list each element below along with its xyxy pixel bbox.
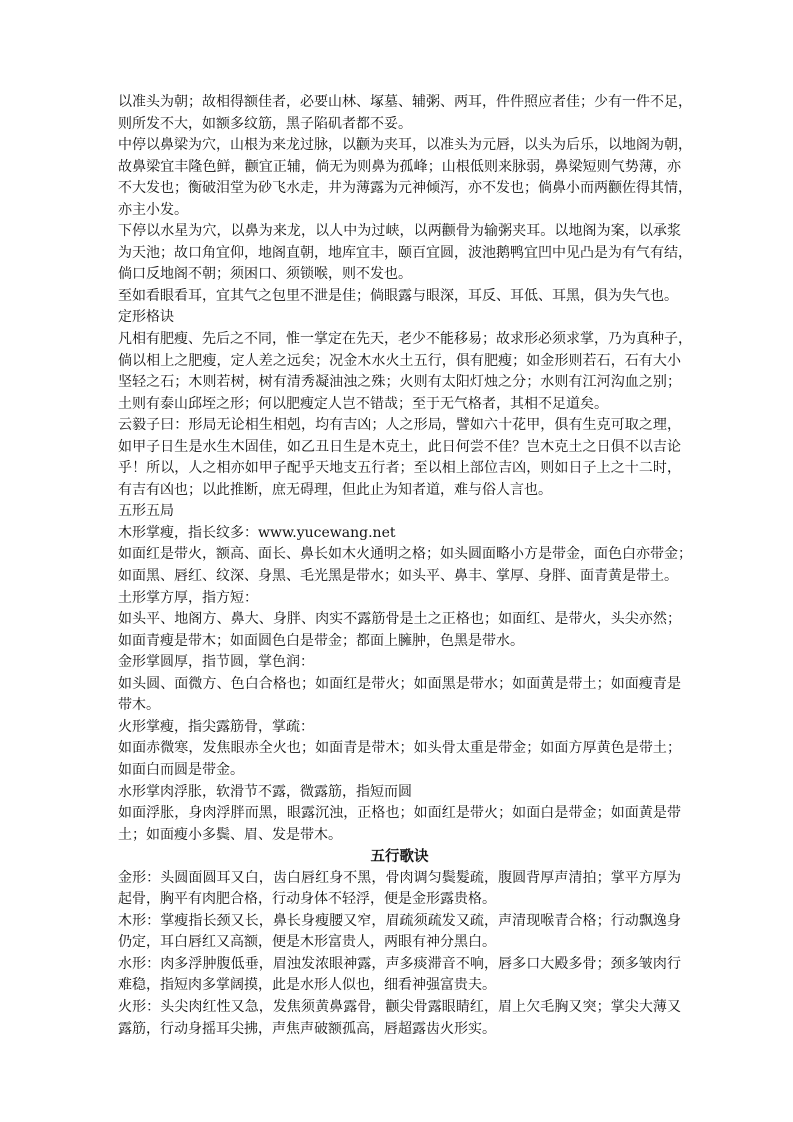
text-line: 有吉有凶也；以此推断，庶无碍理，但此止为知者道，难与俗人言也。 (118, 481, 552, 498)
text-line: 如头平、地阁方、鼻大、身胖、肉实不露筋骨是土之正格也；如面红、是带火，头尖亦然； (118, 611, 681, 628)
section-heading (118, 846, 681, 868)
text-line: 带木。 (118, 697, 160, 714)
text-line: 如甲子日生是水生木固佳，如乙丑日生是木克土，此日何尝不佳？岂木克土之日俱不以吉论 (118, 438, 681, 455)
paragraph (118, 501, 681, 523)
text-line: 云毅子曰：形局无论相生相剋，均有吉凶；人之形局，譬如六十花甲，俱有生克可取之理， (118, 417, 681, 434)
text-line: 至如看眼看耳，宜其气之包里不泄是佳；倘眼露与眼深，耳反、耳低、耳黑，俱为失气也。 (118, 287, 678, 304)
paragraph (118, 135, 692, 221)
text-line: 倘以相上之肥瘦，定人差之远矣；况金木水火土五行，俱有肥瘦；如金形则若石，石有大小 (118, 352, 681, 369)
text-line: 露筋，行动身摇耳尖拂，声焦声破额孤高，唇超露齿火形实。 (118, 1020, 496, 1037)
paragraph (118, 717, 681, 739)
paragraph (118, 911, 681, 954)
text-line: 金形：头圆面圆耳又白，齿白唇红身不黑，骨肉调匀鬓髮疏，腹圆背厚声清拍；掌平方厚为 (118, 869, 681, 886)
document-body (118, 92, 692, 1040)
text-line: 如面浮胀，身肉浮胖而黑，眼露沉浊，正格也；如面红是带火；如面白是带金；如面黄是带 (118, 805, 681, 822)
text-line: 倘口反地阁不朝；须困口、须锁喉，则不发也。 (118, 266, 412, 283)
paragraph (118, 523, 681, 545)
text-line: 下停以水星为穴，以鼻为来龙，以人中为过峡，以两颧骨为输粥夹耳。以地阁为案，以承浆 (118, 223, 681, 240)
text-line: 木形掌瘦，指长纹多：www.yucewang.net (118, 524, 396, 541)
paragraph (118, 738, 681, 781)
heading-text: 五行歌诀 (370, 848, 429, 866)
text-line: 金形掌圆厚，指节圆，掌色润： (118, 654, 314, 671)
paragraph (118, 221, 692, 286)
text-line: 中停以鼻梁为穴，山根为来龙过脉，以颧为夹耳，以准头为元唇，以头为后乐，以地阁为朝， (118, 137, 692, 154)
paragraph (118, 415, 681, 501)
text-line: 定形格诀 (118, 309, 174, 326)
text-line: 为天池；故口角宜仰，地阁直朝，地库宜丰，颐百宜圆，波池鹅鸭宜凹中见凸是为有气有结， (118, 244, 692, 261)
paragraph (118, 782, 681, 804)
text-line: 坚轻之石；木则若树，树有清秀凝油浊之殊；火则有太阳灯烛之分；水则有江河沟血之别； (118, 374, 681, 391)
paragraph (118, 588, 681, 610)
text-line: 木形：掌瘦指长颈又长，鼻长身瘦腰又窄，眉疏须疏发又疏，声清现喉青合格；行动飘逸身 (118, 912, 681, 929)
text-line: 如面黑、唇红、纹深、身黑、毛光黑是带水；如头平、鼻丰、掌厚、身胖、面青黄是带土。 (118, 568, 678, 585)
text-line: 土形掌方厚，指方短： (118, 589, 258, 606)
text-line: 如面红是带火，额高、面长、鼻长如木火通明之格；如头圆面略小方是带金，面色白亦带金； (118, 546, 692, 563)
text-line: 如面赤微寒，发焦眼赤全火也；如面青是带木；如头骨太重是带金；如面方厚黄色是带土； (118, 740, 681, 757)
text-line: 五形五局 (118, 503, 174, 520)
paragraph (118, 954, 681, 997)
paragraph (118, 868, 681, 911)
text-line: 火形：头尖肉红性又急，发焦须黄鼻露骨，颧尖骨露眼睛红，眉上欠毛胸又突；掌尖大薄又 (118, 998, 681, 1015)
paragraph (118, 286, 681, 308)
text-line: 亦主小发。 (118, 201, 188, 218)
text-line: 如面青瘦是带木；如面圆色白是带金；都面上臃肿，色黑是带水。 (118, 632, 524, 649)
text-line: 仍定，耳白唇红又高额，便是木形富贵人，两眼有神分黑白。 (118, 934, 496, 951)
text-line: 土则有泰山邱垤之形；何以肥瘦定人岂不错哉；至于无气格者，其相不足道矣。 (118, 395, 608, 412)
text-line: 起骨，胸平有肉肥合格，行动身体不轻浮，便是金形露贵格。 (118, 891, 496, 908)
text-line: 以准头为朝；故相得额佳者，必要山林、塚墓、辅粥、两耳，件件照应者佳；少有一件不足， (118, 94, 692, 110)
text-line: 火形掌瘦，指尖露筋骨，掌疏： (118, 718, 314, 735)
paragraph (118, 609, 681, 652)
paragraph (118, 329, 692, 415)
paragraph (118, 997, 681, 1040)
text-line: 如头圆、面微方、色白合格也；如面红是带火；如面黑是带水；如面黄是带土；如面瘦青是 (118, 675, 681, 692)
text-line: 如面白而圆是带金。 (118, 761, 244, 778)
text-line: 则所发不大，如额多纹筋，黑子陷矶者都不妥。 (118, 115, 412, 132)
text-line: 不大发也；衡破泪堂为砂飞水走，井为薄露为元神倾泻，亦不发也；倘鼻小而两颧佐得其情， (118, 180, 692, 197)
paragraph (118, 544, 692, 587)
text-line: 土；如面瘦小多鬓、眉、发是带木。 (118, 826, 342, 843)
paragraph (118, 307, 681, 329)
text-line: 水形掌肉浮胀，软滑节不露，微露筋，指短而圆 (118, 783, 412, 800)
text-line: 水形：肉多浮肿腹低垂，眉浊发浓眼神露，声多痰滞音不响，唇多口大殿多骨；颈多皱肉行 (118, 955, 681, 972)
paragraph (118, 674, 681, 717)
text-line: 难稳，指短肉多掌阔摸，此是水形人似也，细看神强富贵夫。 (118, 977, 496, 994)
paragraph (118, 652, 681, 674)
text-line: 乎！所以，人之相亦如甲子配乎天地支五行者；至以相上部位吉凶，则如日子上之十二时， (118, 460, 681, 477)
text-line: 故鼻梁宜丰隆色鲜，颧宜正辅，倘无为则鼻为孤峰；山根低则来脉弱，鼻梁短则气势薄，亦 (118, 158, 681, 175)
paragraph (118, 803, 681, 846)
paragraph (118, 92, 692, 135)
text-line: 凡相有肥瘦、先后之不同，惟一掌定在先天，老少不能移易；故求形必须求掌，乃为真种子， (118, 331, 692, 348)
